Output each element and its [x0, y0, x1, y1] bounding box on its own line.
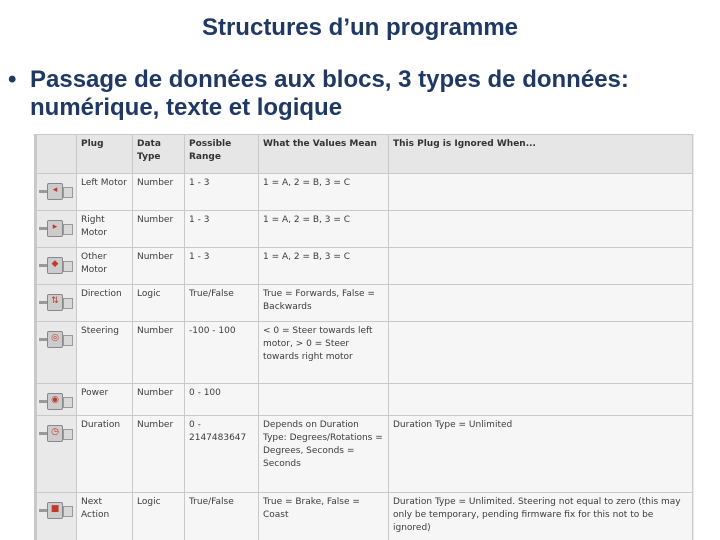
cell-plug: Duration [77, 416, 133, 493]
plug-glyph: ◂ [52, 185, 58, 195]
cell-data-type: Logic [133, 493, 185, 540]
motor-port-icon [39, 218, 73, 238]
cell-meaning: < 0 = Steer towards left motor, > 0 = Steer towards right motor [259, 322, 389, 384]
cell-range: 0 - 100 [185, 384, 259, 416]
cell-meaning: 1 = A, 2 = B, 3 = C [259, 248, 389, 285]
table-row [37, 322, 693, 384]
cell-data-type: Number [133, 416, 185, 493]
header-data-type: Data Type [133, 135, 185, 174]
cell-range: True/False [185, 493, 259, 540]
bullet-text: Passage de données aux blocs, 3 types de données: numérique, texte et logique [30, 66, 629, 121]
header-icon-cell [37, 135, 77, 174]
plug-stub [63, 397, 73, 408]
cell-meaning: True = Brake, False = Coast [259, 493, 389, 540]
cell-ignored [389, 248, 693, 285]
next-action-icon [39, 500, 73, 520]
header-values-meaning: What the Values Mean [259, 135, 389, 174]
plug-wire [39, 338, 47, 341]
bullet-point [8, 66, 708, 122]
plug-glyph: ■ [50, 504, 60, 514]
plug-wire [39, 264, 47, 267]
plug-stub [63, 429, 73, 440]
header-ignored-when: This Plug is Ignored When... [389, 135, 693, 174]
cell-data-type: Logic [133, 285, 185, 322]
cell-meaning [259, 384, 389, 416]
plug-wire [39, 509, 47, 512]
plug-icon-cell [37, 248, 77, 285]
plug-wire [39, 301, 47, 304]
plug-icon-cell [37, 384, 77, 416]
cell-meaning: Depends on Duration Type: Degrees/Rotations = Degrees, Seconds = Seconds [259, 416, 389, 493]
cell-ignored [389, 211, 693, 248]
plug-stub [63, 506, 73, 517]
plug-wire [39, 227, 47, 230]
table-row [37, 248, 693, 285]
motor-port-icon [39, 181, 73, 201]
table-header-row [37, 135, 693, 174]
cell-data-type: Number [133, 248, 185, 285]
plug-wire [39, 400, 47, 403]
plug-icon-cell [37, 174, 77, 211]
table-row [37, 174, 693, 211]
cell-data-type: Number [133, 211, 185, 248]
plug-icon-cell [37, 493, 77, 540]
plug-wire [39, 432, 47, 435]
plug-glyph: ▸ [52, 222, 58, 232]
plug-icon-cell [37, 211, 77, 248]
header-possible-range: Possible Range [185, 135, 259, 174]
plug-glyph: ◷ [51, 427, 59, 437]
duration-icon [39, 423, 73, 443]
cell-plug: Left Motor [77, 174, 133, 211]
plug-table [36, 134, 693, 540]
slide-title: Structures d’un programme [201, 14, 519, 41]
steering-icon [39, 329, 73, 349]
cell-range: 1 - 3 [185, 211, 259, 248]
plug-stub [63, 224, 73, 235]
table-row [37, 493, 693, 540]
cell-ignored [389, 285, 693, 322]
cell-range: 1 - 3 [185, 174, 259, 211]
motor-port-icon [39, 255, 73, 275]
cell-meaning: True = Forwards, False = Backwards [259, 285, 389, 322]
cell-data-type: Number [133, 322, 185, 384]
cell-data-type: Number [133, 174, 185, 211]
cell-meaning: 1 = A, 2 = B, 3 = C [259, 211, 389, 248]
cell-meaning: 1 = A, 2 = B, 3 = C [259, 174, 389, 211]
table-row [37, 384, 693, 416]
plug-glyph: ⇅ [51, 296, 59, 306]
cell-plug: Power [77, 384, 133, 416]
cell-range: -100 - 100 [185, 322, 259, 384]
cell-range: 1 - 3 [185, 248, 259, 285]
cell-ignored: Duration Type = Unlimited [389, 416, 693, 493]
table-row [37, 211, 693, 248]
cell-plug: Direction [77, 285, 133, 322]
plug-stub [63, 187, 73, 198]
plug-stub [63, 335, 73, 346]
plug-icon-cell [37, 416, 77, 493]
cell-range: 0 - 2147483647 [185, 416, 259, 493]
plug-table-screenshot [34, 134, 694, 540]
table-row [37, 416, 693, 493]
bullet-dot: • [8, 66, 17, 93]
cell-plug: Right Motor [77, 211, 133, 248]
cell-ignored [389, 384, 693, 416]
header-plug: Plug [77, 135, 133, 174]
plug-wire [39, 190, 47, 193]
cell-ignored [389, 322, 693, 384]
plug-glyph: ◆ [51, 259, 59, 269]
direction-icon [39, 292, 73, 312]
cell-plug: Next Action [77, 493, 133, 540]
cell-range: True/False [185, 285, 259, 322]
cell-data-type: Number [133, 384, 185, 416]
cell-plug: Other Motor [77, 248, 133, 285]
cell-ignored: Duration Type = Unlimited. Steering not equal to zero (this may only be temporary, pending firmware fix for this not to be ignored) [389, 493, 693, 540]
plug-icon-cell [37, 285, 77, 322]
plug-glyph: ◎ [51, 333, 59, 343]
cell-ignored [389, 174, 693, 211]
plug-stub [63, 298, 73, 309]
power-icon [39, 391, 73, 411]
plug-icon-cell [37, 322, 77, 384]
cell-plug: Steering [77, 322, 133, 384]
plug-stub [63, 261, 73, 272]
table-row [37, 285, 693, 322]
plug-glyph: ◉ [51, 395, 59, 405]
